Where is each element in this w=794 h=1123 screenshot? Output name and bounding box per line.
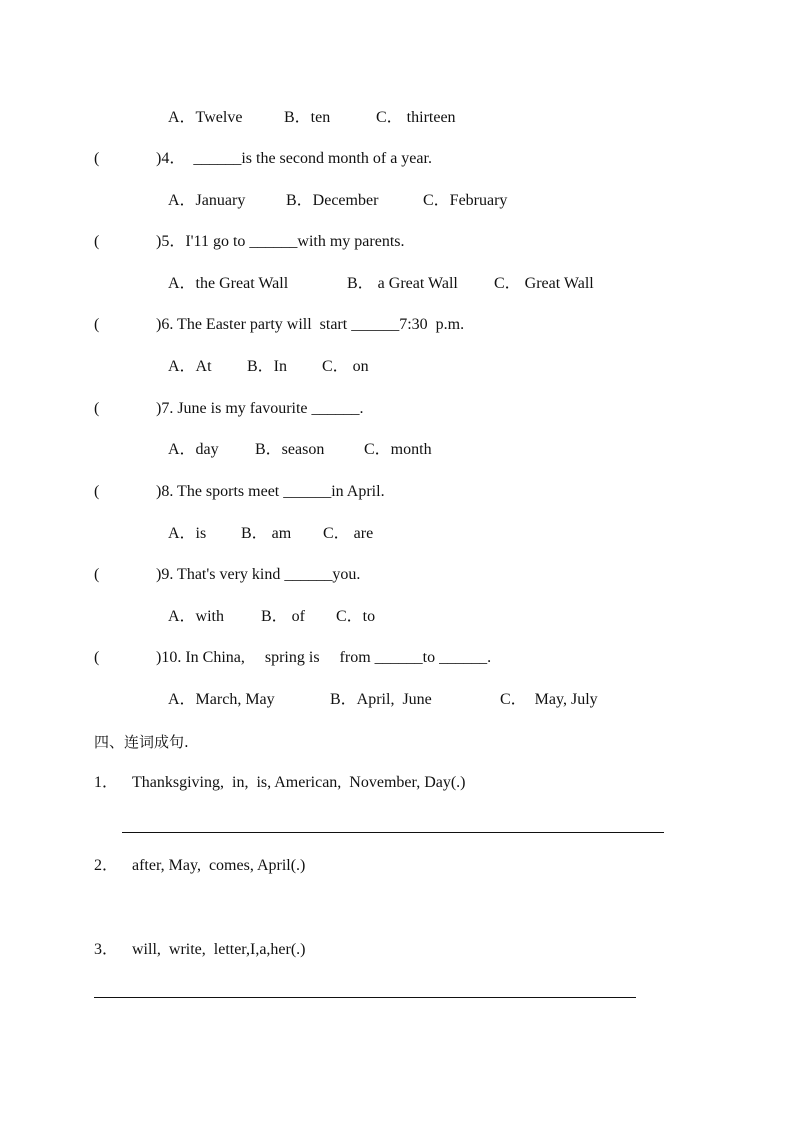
sentence-1-answer-line[interactable]: [122, 832, 664, 833]
q8-option-c: C． are: [323, 525, 374, 542]
q8-stem: )8. The sports meet ______in April.: [156, 483, 385, 500]
q10-option-a: A．March, May: [168, 691, 275, 708]
q7-option-b: B．season: [255, 441, 325, 458]
q6-option-a: A．At: [168, 358, 212, 375]
q10-option-b: B．April, June: [330, 691, 432, 708]
q5-answer-paren[interactable]: (: [94, 233, 100, 250]
sentence-1-number: 1．: [94, 774, 119, 791]
q9-stem: )9. That's very kind ______you.: [156, 566, 361, 583]
q9-option-c: C．to: [336, 608, 376, 625]
q6-option-b: B．In: [247, 358, 288, 375]
q8-option-a: A．is: [168, 525, 207, 542]
q3-option-c: C． thirteen: [376, 109, 456, 126]
q8-option-b: B． am: [241, 525, 292, 542]
sentence-1-words: Thanksgiving, in, is, American, November, Day(.): [132, 774, 466, 791]
q9-option-b: B． of: [261, 608, 306, 625]
q7-answer-paren[interactable]: (: [94, 400, 100, 417]
q3-option-b: B．ten: [284, 109, 331, 126]
q3-option-a: A．Twelve: [168, 109, 243, 126]
q10-answer-paren[interactable]: (: [94, 649, 100, 666]
section-4-title: 四、连词成句.: [94, 733, 189, 751]
sentence-3-number: 3．: [94, 941, 119, 958]
q4-answer-paren[interactable]: (: [94, 150, 100, 167]
q9-answer-paren[interactable]: (: [94, 566, 100, 583]
q4-option-c: C．February: [423, 192, 508, 209]
q6-answer-paren[interactable]: (: [94, 316, 100, 333]
q4-option-a: A．January: [168, 192, 246, 209]
q5-option-c: C． Great Wall: [494, 275, 594, 292]
q6-option-c: C． on: [322, 358, 369, 375]
q5-option-b: B． a Great Wall: [347, 275, 458, 292]
q6-stem: )6. The Easter party will start ______7:30 p.m.: [156, 316, 465, 333]
q7-option-c: C．month: [364, 441, 432, 458]
q5-stem: )5．I'11 go to ______with my parents.: [156, 233, 405, 250]
q4-stem: )4． ______is the second month of a year.: [156, 150, 432, 167]
q7-option-a: A．day: [168, 441, 219, 458]
sentence-2-words: after, May, comes, April(.): [132, 857, 306, 874]
sentence-3-answer-line[interactable]: [94, 997, 636, 998]
q7-stem: )7. June is my favourite ______.: [156, 400, 364, 417]
q4-option-b: B．December: [286, 192, 379, 209]
q8-answer-paren[interactable]: (: [94, 483, 100, 500]
q10-option-c: C． May, July: [500, 691, 598, 708]
q5-option-a: A．the Great Wall: [168, 275, 289, 292]
sentence-2-number: 2．: [94, 857, 119, 874]
q9-option-a: A．with: [168, 608, 225, 625]
q10-stem: )10. In China, spring is from ______to ______.: [156, 649, 492, 666]
sentence-3-words: will, write, letter,I,a,her(.): [132, 941, 306, 958]
